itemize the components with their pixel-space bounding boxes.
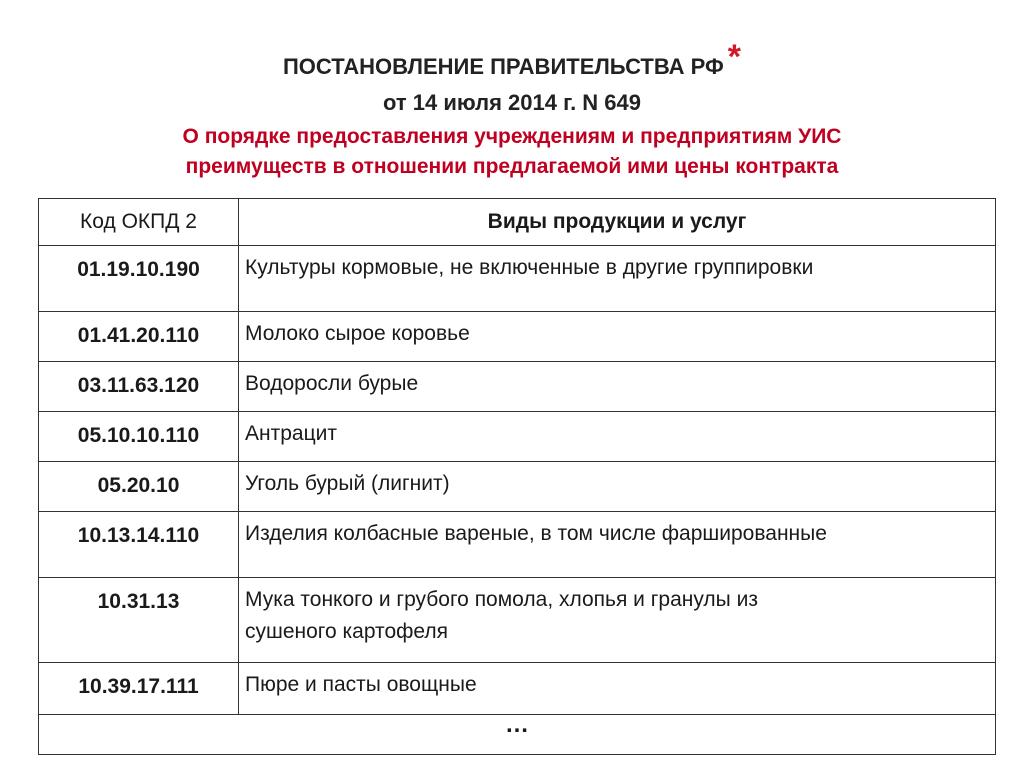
- product-description-text: Культуры кормовые, не включенные в другие группировки: [245, 256, 814, 279]
- product-description: [239, 512, 996, 578]
- product-description: [239, 578, 996, 663]
- product-description: [239, 246, 996, 312]
- table-row-ellipsis: [39, 715, 996, 755]
- continuation-ellipsis: …: [39, 715, 996, 755]
- okpd-code: 10.39.17.111: [39, 663, 239, 715]
- product-description-text: Водоросли бурые: [245, 372, 419, 395]
- product-description-text: Пюре и пасты овощные: [245, 673, 477, 696]
- table-row: [39, 246, 996, 312]
- okpd-code: 03.11.63.120: [39, 362, 239, 412]
- okpd-code: 05.10.10.110: [39, 412, 239, 462]
- product-description-text: Уголь бурый (лигнит): [245, 472, 450, 495]
- product-description: [239, 412, 996, 462]
- asterisk-mark: *: [727, 38, 742, 76]
- table-row: [39, 578, 996, 663]
- okpd-code: 05.20.10: [39, 462, 239, 512]
- table-row: [39, 462, 996, 512]
- product-description-text: Молоко сырое коровье: [245, 322, 470, 345]
- column-header-code: Код ОКПД 2: [39, 199, 239, 246]
- subtitle-line-2: преимуществ в отношении предлагаемой ими цены контракта: [185, 155, 839, 178]
- okpd-code: 10.13.14.110: [39, 512, 239, 578]
- description-line-1: Мука тонкого и грубого помола, хлопья и гранулы из: [245, 588, 758, 611]
- product-description: [239, 362, 996, 412]
- okpd-code: 10.31.13: [39, 578, 239, 663]
- subtitle-line-1: О порядке предоставления учреждениям и предприятиям УИС: [182, 125, 842, 148]
- table-row: [39, 312, 996, 362]
- title-text: ПОСТАНОВЛЕНИЕ ПРАВИТЕЛЬСТВА РФ: [282, 54, 724, 79]
- product-description: [239, 462, 996, 512]
- okpd-table: [38, 198, 996, 755]
- okpd-code: 01.19.10.190: [39, 246, 239, 312]
- product-description-text: [245, 584, 995, 648]
- document-date: от 14 июля 2014 г. N 649: [383, 90, 641, 115]
- table-header-row: [39, 199, 996, 246]
- document-subtitle: [0, 122, 1024, 182]
- okpd-code: 01.41.20.110: [39, 312, 239, 362]
- document-title: [0, 38, 1024, 80]
- table-row: [39, 663, 996, 715]
- product-description: [239, 663, 996, 715]
- table-row: [39, 412, 996, 462]
- column-header-types: Виды продукции и услуг: [239, 199, 996, 246]
- table-row: [39, 362, 996, 412]
- product-description-text: Антрацит: [245, 422, 337, 445]
- table-row: [39, 512, 996, 578]
- product-description-text: Изделия колбасные вареные, в том числе фаршированные: [245, 522, 827, 545]
- product-description: [239, 312, 996, 362]
- description-line-2: сушеного картофеля: [245, 620, 449, 643]
